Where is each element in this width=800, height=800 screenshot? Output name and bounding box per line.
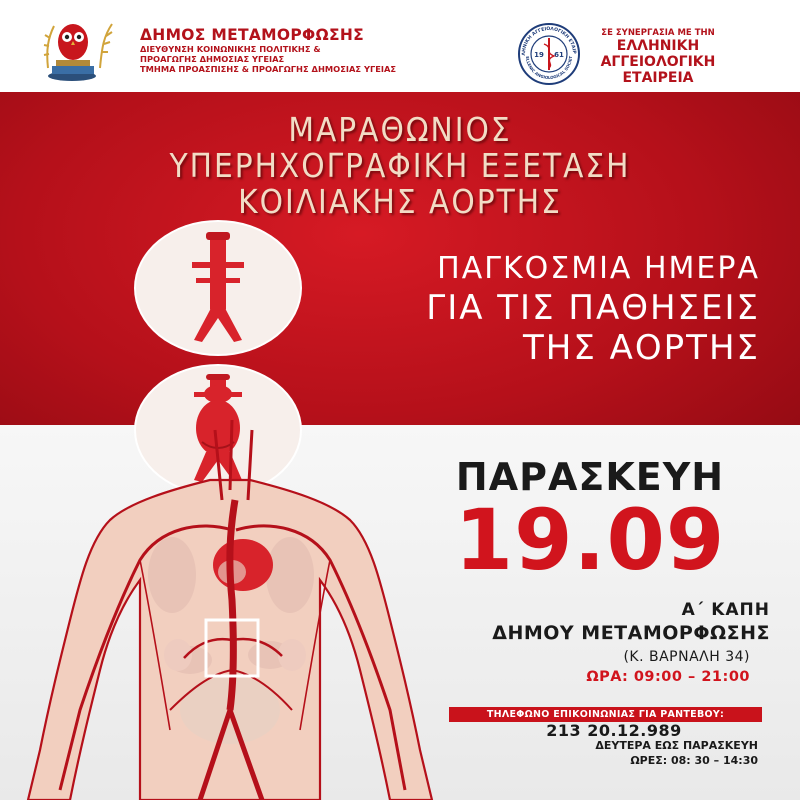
contact-hours: ΩΡΕΣ: 08: 30 – 14:30 bbox=[630, 754, 758, 767]
society-name-line: ΕΤΑΙΡΕΙΑ bbox=[622, 70, 694, 86]
title-line: ΚΟΙΛΙΑΚΗΣ ΑΟΡΤΗΣ bbox=[238, 182, 562, 221]
municipality-block bbox=[140, 26, 396, 74]
healthy-aorta-icon bbox=[136, 222, 300, 354]
municipality-title: ΔΗΜΟΣ ΜΕΤΑΜΟΡΦΩΣΗΣ bbox=[140, 26, 364, 44]
subtitle bbox=[310, 250, 760, 368]
cooperation-block bbox=[596, 28, 720, 86]
event-day: ΠΑΡΑΣΚΕΥΗ bbox=[455, 455, 725, 499]
main-title bbox=[0, 112, 800, 220]
subtitle-line: ΓΙΑ ΤΙΣ ΠΑΘΗΣΕΙΣ bbox=[426, 288, 760, 328]
municipality-logo bbox=[42, 16, 130, 84]
society-name-line: ΕΛΛΗΝΙΚΗ bbox=[616, 38, 700, 54]
department-line: ΔΙΕΥΘΥΝΣΗ ΚΟΙΝΩΝΙΚΗΣ ΠΟΛΙΤΙΚΗΣ & bbox=[140, 44, 321, 54]
contact-days: ΔΕΥΤΕΡΑ ΕΩΣ ΠΑΡΑΣΚΕΥΗ bbox=[595, 739, 758, 752]
title-line: ΥΠΕΡΗΧΟΓΡΑΦΙΚΗ ΕΞΕΤΑΣΗ bbox=[169, 146, 631, 185]
society-seal-logo bbox=[517, 22, 581, 86]
healthy-aorta-circle bbox=[136, 222, 300, 354]
department-line: ΤΜΗΜΑ ΠΡΟΑΣΠΙΣΗΣ & ΠΡΟΑΓΩΓΗΣ ΔΗΜΟΣΙΑΣ ΥΓΕΙΑΣ bbox=[140, 64, 397, 74]
department-line: ΠΡΟΑΓΩΓΗΣ ΔΗΜΟΣΙΑΣ ΥΓΕΙΑΣ bbox=[140, 54, 285, 64]
venue-address: (Κ. ΒΑΡΝΑΛΗ 34) bbox=[623, 649, 750, 665]
event-hours: ΩΡΑ: 09:00 – 21:00 bbox=[586, 669, 750, 685]
society-name-line: ΑΓΓΕΙΟΛΟΓΙΚΗ bbox=[600, 54, 716, 70]
contact-label-bar: ΤΗΛΕΦΩΝΟ ΕΠΙΚΟΙΝΩΝΙΑΣ ΓΙΑ ΡΑΝΤΕΒΟΥ: bbox=[449, 707, 762, 722]
subtitle-line: ΠΑΓΚΟΣΜΙΑ ΗΜΕΡΑ bbox=[437, 251, 760, 286]
title-line: ΜΑΡΑΘΩΝΙΟΣ bbox=[288, 110, 512, 149]
venue-line: ΔΗΜΟΥ ΜΕΤΑΜΟΡΦΩΣΗΣ bbox=[492, 622, 770, 644]
subtitle-line: ΤΗΣ ΑΟΡΤΗΣ bbox=[523, 328, 760, 368]
seal-year-right: 61 bbox=[554, 51, 564, 59]
cooperation-label: ΣΕ ΣΥΝΕΡΓΑΣΙΑ ΜΕ ΤΗΝ bbox=[601, 28, 715, 38]
seal-year-left: 19 bbox=[534, 51, 544, 59]
seal-bottom-text: ELLENIC ANGIOLOGICAL SOCIET bbox=[524, 55, 574, 81]
venue-line: Α΄ ΚΑΠΗ bbox=[681, 600, 770, 620]
seal-top-text: ΛΗΝΙΚΗ ΑΓΓΕΙΟΛΟΓΙΚΗ ΕΤΑΙΡ bbox=[521, 26, 577, 56]
phone-number[interactable]: 213 20.12.989 bbox=[546, 721, 682, 740]
event-date: 19.09 bbox=[454, 491, 726, 589]
